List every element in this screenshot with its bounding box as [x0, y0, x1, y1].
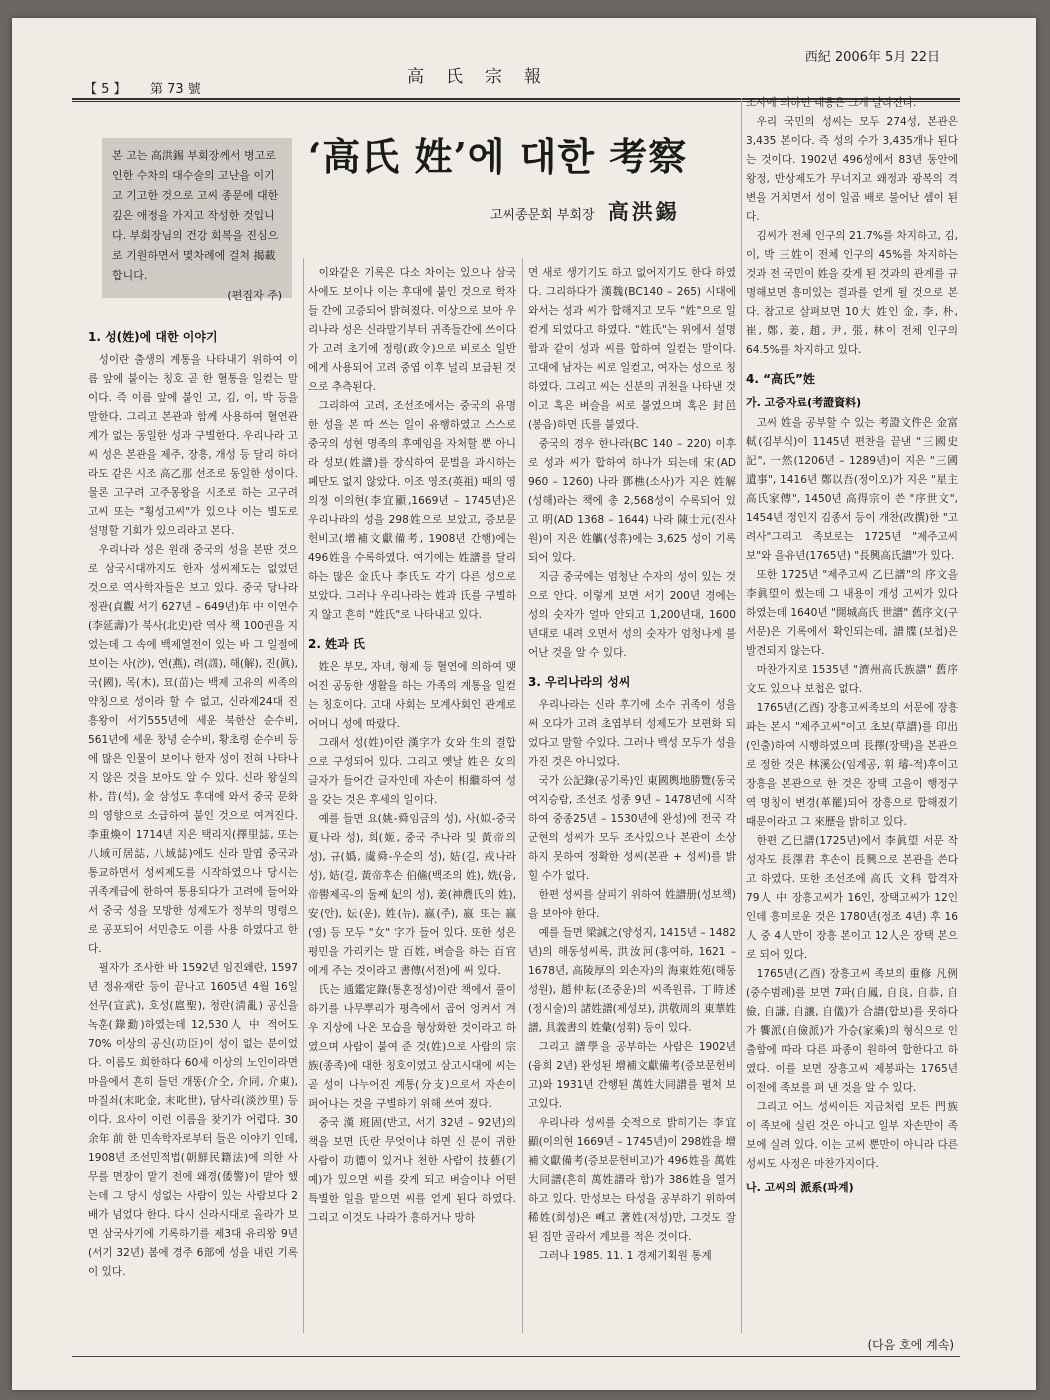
- issue-date: 西紀 2006年 5月 22日: [804, 50, 940, 65]
- column-3: [528, 264, 736, 1328]
- paragraph: 김씨가 전체 인구의 21.7%를 차지하고, 김, 이, 박 三姓이 전체 인구의 45%를 차지하는 것과 전 국민이 姓을 갖게 된 것과의 관계를 규명해보면 흥미있는 결과를 얻게 될 것으로 본다. 참고로 살펴보면 10大 姓인 金, 李, 朴, 崔, 鄭, 姜, 趙, 尹, 張, 林이 전체 인구의 64.5%를 차지하고 있다.: [746, 230, 958, 356]
- column-1: [88, 318, 298, 1328]
- paragraph: 중국 漢 班固(반고, 서기 32년 – 92년)의 책을 보면 氏란 무엇이냐 하면 신 분이 귀한 사람이 功德이 있거나 천한 사람이 技藝(기예)가 있으면 씨를 갖게 되고 벼슬이나 어떤 특별한 일을 맡으면 씨를 얻게 된다 하였다. 그리고 이것도 나라가 흥하거나 망하: [308, 1117, 516, 1224]
- paragraph: 姓은 부모, 자녀, 형제 등 혈연에 의하여 맺어진 공동한 생활을 하는 가족의 계통을 일컫는 칭호이다. 고대 사회는 모계사회인 관계로 어머니 성에 따랐다.: [308, 661, 516, 730]
- paragraph: 1765년(乙酉) 장흥고씨 족보의 重修 凡例(중수범례)를 보면 7파(自鳳, 自良, 自恭, 自儉, 自謙, 自讓, 自儀)가 合譜(합보)를 못하다가 饗派(自儉派)가 가승(家乘)의 형식으로 인출함에 따라 다른 파종이 원하여 합한다고 하였다. 이를 보면 장흥고씨 제봉파는 1765년 이전에 족보를 펴 낸 것을 알 수 있다.: [746, 968, 958, 1094]
- intro-editor-note: (편집자 주): [227, 289, 282, 302]
- column-4: [746, 94, 958, 1328]
- issue-number: 第 73 號: [150, 82, 201, 97]
- paragraph: 우리나라 성은 원래 중국의 성을 본딴 것으로 삼국시대까지도 한자 성씨제도는 없었던 것으로 역사학자들은 보고 있다. 중국 당나라 정관(貞觀 서기 627년 – 649년)年 中 이연수(李延壽)가 북사(北史)란 역사 책 100권을 지었는데 그 속에 백제열전이 있는 바 그 일절에 보이는 사(沙), 연(燕), 려(𧫑), 해(解), 진(眞), 국(國), 목(木), 묘(苗)는 백제 고유의 씨족의 약칭으로 성이라 할 수 없고, 신라제24대 진흥왕이 서기555년에 세운 북한산 순수비, 561년에 세운 창녕 순수비, 황초령 순수비 등에 많은 인물이 보이나 한자 성이 전혀 나타나지 않은 것을 보아도 알 수 있다. 신라 왕실의 朴, 昔(석), 金 삼성도 후대에 와서 중국 문화의 영향으로 소급하여 붙인 것으로 여겨진다. 李重煥이 1714년 지은 택리지(擇里誌, 또는 八域可居誌, 八域誌)에도 신라 말엽 중국과 통교하면서 성씨제도를 시작하였으나 당시는 귀족계급에 한하여 통용되다가 고려에 들어와서 중국 성을 모방한 성제도가 정부의 명령으로 공포되어 서민층도 이를 사용 하였다고 한다.: [88, 544, 298, 955]
- paragraph: 우리 국민의 성씨는 모두 274성, 본관은 3,435 본이다. 즉 성의 수가 3,435개나 된다는 것이다. 1902년 496성에서 83년 동안에 왕정, 반상제도가 무너지고 왜정과 광복의 격변을 거치면서 성이 일곱 배로 불어난 셈이 된다.: [746, 116, 958, 223]
- paragraph: 고씨 姓을 공부할 수 있는 考證文件은 金富軾(김부식)이 1145년 편찬을 끝낸 "三國史記", 一然(1206년 – 1289년)이 지은 "三國遺事", 1416년 鄭以吾(정이오)가 지은 "星主高氏家傳", 1450년 高得宗이 쓴 "序世文", 1454년 정인지 김종서 등이 개찬(改撰)한 "고려사"그리고 족보로는 1725년 "제주고씨보"와 을유년(1765년) "長興高氏譜"가 있다.: [746, 417, 958, 562]
- section-heading: 3. 우리나라의 성씨: [528, 675, 631, 689]
- paragraph: 이와같은 기록은 다소 차이는 있으나 삼국사에도 보이나 이는 후대에 붙인 것으로 학자들 간에 고증되어 밝혀졌다. 이상으로 보아 우리나라 성은 신라말기부터 귀족들간에 쓰이다가 고려 초기에 정령(政令)으로 비로소 일반에게 사용되어 고려 중엽 이후 널리 보급된 것으로 추측된다.: [308, 267, 516, 393]
- continued-note: (다음 호에 계속): [867, 1338, 954, 1352]
- paragraph: 우리나라 성씨를 숫적으로 밝히기는 李宜顯(이의현 1669년 – 1745년)이 298姓을 增補文獻備考(증보문헌비고)가 496姓을 萬姓大同譜(흔히 萬姓譜라 함)가 386姓을 열거하고 있다. 만성보는 타성을 공부하기 위하여 稀姓(희성)은 빼고 著姓(저성)만, 그것도 잘된 집만 골라서 계보를 적은 것이다.: [528, 1117, 736, 1243]
- paragraph: 지금 중국에는 엄청난 수자의 성이 있는 것으로 안다. 이렇게 보면 서기 200년 경에는 성의 숫자가 얼마 안되고 1,200년대, 1600년대로 내려 오면서 성의 숫자가 엄청나게 불어난 것을 알 수 있다.: [528, 571, 736, 659]
- section-heading: 2. 姓과 氏: [308, 637, 365, 651]
- paragraph: 국가 公記錄(공기록)인 東國輿地勝覽(동국여지승람, 조선조 성종 9년 – 1478년에 시작하여 중종25년 – 1530년에 완성)에 전국 각 군현의 성씨가 모두 조사있으나 본관이 소상하지 못하여 정확한 성씨(본관 + 성씨)를 밝힐 수가 없다.: [528, 775, 736, 882]
- author-name: 高洪錫: [607, 199, 680, 224]
- subsection-heading: 나. 고씨의 派系(파계): [746, 1181, 854, 1194]
- page-number: 【 5 】: [84, 82, 127, 97]
- column-2: [308, 264, 516, 1328]
- column-divider: [522, 258, 523, 1333]
- paragraph: 그래서 성(姓)이란 漢字가 女와 生의 결합으로 구성되어 있다. 그리고 옛날 姓은 女의 글자가 들어간 글자인데 자손이 相繼하여 성을 갖는 것은 후세의 일이다.: [308, 737, 516, 806]
- intro-text: 본 고는 高洪錫 부회장께서 병고로 인한 수차의 대수술의 고난을 이기고 기고한 것으로 고씨 종문에 대한 깊은 애정을 가지고 작성한 것입니다. 부회장님의 건강 회복을 진심으로 기원하면서 몇차례에 걸쳐 揭載합니다.: [112, 149, 279, 282]
- column-divider: [303, 258, 304, 1333]
- paragraph: 예를 들면 梁誠之(양성지, 1415년 – 1482년)의 해동성씨록, 洪汝河(홍여하, 1621 – 1678년, 高陵厚의 외손자)의 海東姓苑(해동성원), 趙仲耘(조중운)의 씨족원류, 丁時述(정시술)의 諸姓譜(제성보), 洪敬周의 東華姓譜, 具義書의 姓彙(성휘) 등이 있다.: [528, 927, 736, 1034]
- paragraph: 마찬가지로 1535년 "濟州高氏族譜" 舊序文도 있으나 보첩은 없다.: [746, 664, 958, 695]
- paragraph: 또한 1725년 "제주고씨 乙巳譜"의 序文을 李眞望이 썼는데 그 내용이 개성 고씨가 있다 하였는데 1640년 "開城高氏 世譜" 舊序文(구서문)은 기록에서 확인되는데, 譜牒(보첩)은 발견되지 않는다.: [746, 569, 958, 657]
- paragraph: 그러나 1985. 11. 1 경제기획원 통계: [538, 1250, 712, 1262]
- paragraph: 氏는 通鑑定錄(통혼정성)이란 책에서 풀이하기를 나무뿌리가 평측에서 곱어 엉켜서 겨우 지상에 나온 모습을 형상화한 것이라고 하였으며 사람이 붙여 준 것(姓)으로 사람의 宗族(종족)에 대한 칭호이였고 삼고시대에 씨는 곧 성이 나누어진 계통(分支)으로서 자손이 퍼어나는 것을 구별하기 위해 쓰여 졌다.: [308, 984, 516, 1110]
- paragraph: 조사에 의하면 내용은 크게 달라진다.: [746, 97, 917, 109]
- paragraph: 우리나라는 신라 후기에 소수 귀족이 성을 써 오다가 고려 초엽부터 성제도가 보편화 되었다고 말할 수있다. 그러나 백성 모두가 성을 가진 것은 아니었다.: [528, 699, 736, 768]
- section-heading: 4. “高氏”姓: [746, 372, 815, 386]
- paragraph: 필자가 조사한 바 1592년 임진왜란, 1597년 정유재란 등이 끝나고 1605년 4월 16일 선무(宣武), 호성(扈聖), 청란(淸亂) 공신을 녹훈(錄勳)하였는데 12,530人 中 적어도 70% 이상의 공신(功臣)이 성이 없는 분이었다. 이름도 희한하다 60세 이상의 노인이라면 마을에서 흔히 들던 개똥(介仝, 介同, 介東), 마질쇠(末叱金, 末叱世), 담사리(淡沙里) 등이다. 요사이 이런 이름을 찾기가 어렵다. 30余年 前 한 민속학자로부터 들은 이야기 인데, 1908년 조선민적법(朝鮮民籍法)에 의한 사무를 면장이 맡기 전에 왜경(倭警)이 맡아 했는데 그 당시 성없는 사람이 있는 사람보다 2배가 넘었다 한다. 다시 신라시대로 올라가 보면 삼국사기에 기록하기를 제3대 유리왕 9년(서기 32년) 봄에 경주 6部에 성을 내린 기록이 있다.: [88, 962, 298, 1278]
- page-header: [12, 18, 1036, 98]
- paragraph: 중국의 경우 한나라(BC 140 – 220) 이후로 성과 씨가 합하여 하나가 되는데 宋(AD 960 – 1260) 나라 鄧樵(소사)가 지은 姓解(성해)라는 책에 총 2,568성이 수록되어 있고 明(AD 1368 – 1644) 나라 陳士元(진사원)이 지은 姓觿(성휴)에는 3,625 성이 기록되어 있다.: [528, 438, 736, 564]
- paragraph: 그리고 어느 성씨이든 지금처럼 모든 門族이 족보에 실린 것은 아니고 일부 자손만이 족보에 실려 있다. 이는 고씨 뿐만이 아니라 다른 성씨도 사정은 마찬가지이다.: [746, 1101, 958, 1170]
- author-byline: [490, 196, 680, 226]
- paragraph: 예를 들면 요(姚-舜임금의 성), 사(姒-중국 夏나라 성), 희(姬, 중국 주나라 및 黃帝의 성), 규(嬀, 虞舜-우순의 성), 姞(길, 戎나라 성), 姞(길, 黃帝후손 伯鯈(백조의 姓), 姺(융, 帝嚳제곡-의 둘째 妃의 성), 姜(神農氏의 姓), 安(안), 妘(운), 姓(뉴), 嬴(주), 嬴 또는 嬴(영) 등 모두 "女" 字가 들어 있다. 또한 성은 평민을 가리키는 말 百姓, 벼슬을 하는 百官에게 주는 것이라고 書傳(서전)에 써 있다.: [308, 813, 516, 977]
- section-heading: 1. 성(姓)에 대한 이야기: [88, 330, 218, 344]
- paragraph: 그리고 譜學을 공부하는 사람은 1902년(융희 2년) 완성된 增補文獻備考(증보문헌비고)와 1931년 간행된 萬姓大同譜를 펼쳐 보고있다.: [528, 1041, 736, 1110]
- masthead: 高氏宗報: [407, 67, 563, 87]
- article-title: ‘高氏 姓’에 대한 考察: [308, 134, 688, 179]
- footer-rule: [72, 1356, 960, 1357]
- editor-intro-box: [102, 138, 292, 302]
- subsection-heading: 가. 고증자료(考證資料): [746, 396, 862, 409]
- paragraph: 한편 乙巳譜(1725년)에서 李眞望 서문 작성자도 長澤君 후손이 長興으로 본관을 쓴다고 하였다. 또한 조선조에 高氏 文科 합격자 79人 中 장흥고씨가 16인, 장택고씨가 12인인데 흥미로운 것은 1780년(정조 4년) 후 16人 중 4人만이 장흥 본이고 12人은 장택 본으로 되어 있다.: [746, 835, 958, 961]
- paragraph: 성이란 출생의 계통을 나타내기 위하여 이름 앞에 붙이는 칭호 곧 한 혈통을 일컫는 말이다. 즉 이름 앞에 붙인 고, 김, 이, 박 등을 말한다. 그리고 본관과 함께 사용하여 혈연관계가 없는 동일한 성과 구별한다. 우리나라 고씨 성은 본관을 제주, 장흥, 개성 등 달리 하더라도 같은 시조 高乙那 선조로 동일한 성이다. 물론 고구려 고주몽왕을 시조로 하는 고구려 고씨 또는 "횡성고씨"가 있으나 이는 별도로 설명할 기회가 있으리라고 본다.: [88, 354, 298, 537]
- column-divider: [741, 98, 742, 1333]
- paragraph: 1765년(乙酉) 장흥고씨족보의 서문에 장흥파는 본시 "제주고씨"이고 초보(草譜)를 印出(인출)하여 시행하였으며 長擇(장택)을 본관으로 정한 것은 林溪公(임계공, 휘 璿-적)후이고 장흥을 본관으로 한 것은 장택 고을이 행정구역 명칭이 변경(革罷)되어 장흥으로 합해졌기 때문이라고 그 來歷을 밝히고 있다.: [746, 702, 958, 828]
- newspaper-page: [12, 18, 1036, 1390]
- paragraph: 그리하여 고려, 조선조에서는 중국의 유명한 성을 본 따 쓰는 일이 유행하였고 스스로 중국의 성현 명족의 후예임을 자처할 뿐 아니라 성보(姓譜)를 장식하여 문벌을 과시하는 폐단도 없지 않았다. 이조 영조(英祖) 때의 영의정 이의현(李宜顯,1669년 – 1745년)은 우리나라의 성을 298姓으로 보았고, 증보문헌비고(增補文獻備考, 1908년 간행)에는 496姓을 수록하였다. 여기에는 姓譜를 달리하는 많은 金氏나 李氏도 각기 다른 성으로 보았다. 그러나 우리나라는 姓과 氏를 구별하지 않고 흔히 "姓氏"로 나타내고 있다.: [308, 400, 516, 621]
- paragraph: 한편 성씨를 살피기 위하여 姓譜册(성보책)을 보아야 한다.: [528, 889, 736, 920]
- author-org: 고씨종문회 부회장: [490, 208, 595, 223]
- paragraph: 면 새로 생기기도 하고 없어지기도 한다 하였다. 그리하다가 漢魏(BC140 – 265) 시대에 와서는 성과 씨가 합해지고 모두 "姓"으로 일컫게 되었다고 하였다. "姓氏"는 위에서 설명함과 같이 성과 씨를 합하여 일컫는 말이다. 고대에 남자는 씨로 일컫고, 여자는 성으로 칭하였다. 그리고 씨는 신분의 귀천을 나타낸 것이고 혹은 벼슬을 씨로 붙였으며 혹은 封邑(봉읍)하면 氏를 붙였다.: [528, 267, 736, 431]
